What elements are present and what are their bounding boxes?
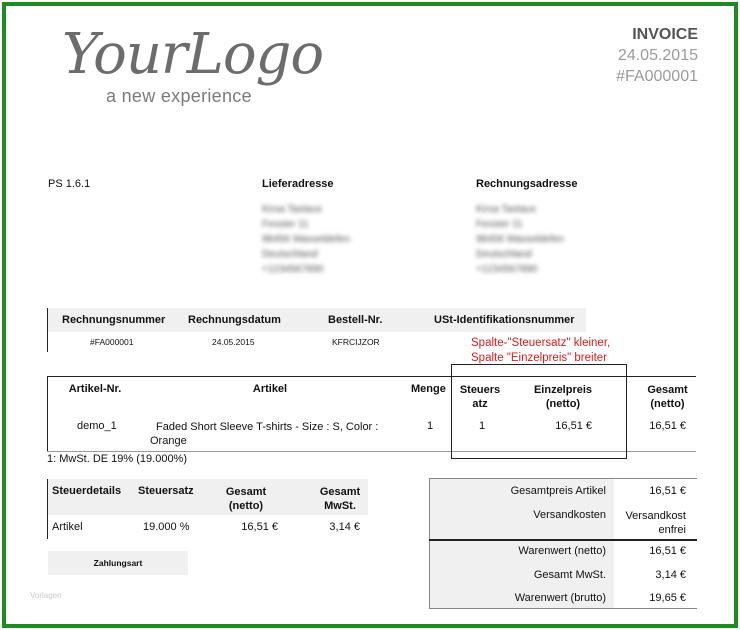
totals-value-vat: 3,14 €: [655, 569, 686, 581]
item-unit-price: 16,51 €: [555, 420, 592, 432]
items-header-total: Gesamt (netto): [647, 384, 688, 410]
invoice-number: #FA000001: [616, 68, 698, 85]
items-header-article: Artikel: [252, 383, 288, 395]
logo-wordmark: YourLogo: [62, 22, 324, 87]
totals-label-items: Gesamtpreis Artikel: [510, 485, 606, 497]
item-tax: 1: [479, 420, 486, 432]
tax-header-net: Gesamt (netto): [225, 486, 267, 512]
tax-row-net: 16,51 €: [241, 521, 278, 533]
item-article-no: demo_1: [77, 420, 117, 432]
info-header-invoice-no: Rechnungsnummer: [62, 314, 166, 326]
info-value-invoice-no: #FA000001: [90, 337, 134, 347]
billing-heading: Rechnungsadresse: [476, 178, 578, 190]
item-qty: 1: [427, 420, 434, 432]
delivery-heading: Lieferadresse: [262, 178, 334, 190]
tax-row-vat: 3,14 €: [329, 521, 360, 533]
annotation-note: Spalte-"Steuersatz" kleiner, Spalte "Einzelpreis" breiter: [471, 337, 611, 364]
totals-label-vat: Gesamt MwSt.: [533, 569, 606, 581]
tax-header-vat: Gesamt MwSt.: [319, 486, 361, 512]
item-total: 16,51 €: [649, 420, 686, 432]
items-header-tax: Steuers atz: [459, 384, 501, 410]
tax-note: 1: MwSt. DE 19% (19.000%): [47, 453, 188, 465]
totals-label-shipping: Versandkosten: [533, 509, 606, 521]
totals-label-column: [430, 479, 614, 609]
totals-value-items: 16,51 €: [649, 485, 686, 497]
tax-row-rate: 19.000 %: [143, 521, 190, 533]
totals-value-gross: 19,65 €: [649, 592, 686, 604]
invoice-date: 24.05.2015: [617, 47, 698, 64]
info-header-invoice-date: Rechnungsdatum: [188, 314, 281, 326]
info-value-order-no: KFRCIJZOR: [332, 337, 380, 347]
totals-value-shipping: Versandkost enfrei: [625, 510, 686, 536]
totals-label-net: Warenwert (netto): [518, 545, 606, 557]
info-header-order-no: Bestell-Nr.: [328, 314, 383, 326]
delivery-address: Kirsa Tastaus Fexster 11 98456 Wasseldefen Deutschland +1234567890: [262, 204, 351, 275]
billing-address: Kirsa Tastaus Fexster 11 98456 Wasseldefen Deutschland +1234567890: [476, 204, 565, 275]
tax-header-rate: Steuersatz: [138, 485, 194, 497]
totals-label-gross: Warenwert (brutto): [514, 592, 606, 604]
footer-faint-text: Vorlagen: [30, 591, 62, 600]
info-value-invoice-date: 24.05.2015: [212, 337, 255, 347]
item-article-name: Faded Short Sleeve T-shirts - Size : S, Color : Orange: [150, 421, 379, 447]
items-header-qty: Menge: [411, 383, 446, 395]
tax-row-details: Artikel: [52, 521, 83, 533]
info-header-vat-id: USt-Identifikationsnummer: [434, 314, 575, 326]
totals-value-net: 16,51 €: [649, 545, 686, 557]
tax-header-details: Steuerdetails: [52, 485, 122, 497]
logo-tagline: a new experience: [106, 86, 252, 106]
payment-method-label: Zahlungsart: [48, 551, 188, 575]
items-header-unit-price: Einzelpreis (netto): [533, 384, 593, 410]
items-header-article-no: Artikel-Nr.: [68, 383, 122, 395]
ps-version: PS 1.6.1: [48, 178, 91, 190]
invoice-title: INVOICE: [632, 26, 698, 43]
